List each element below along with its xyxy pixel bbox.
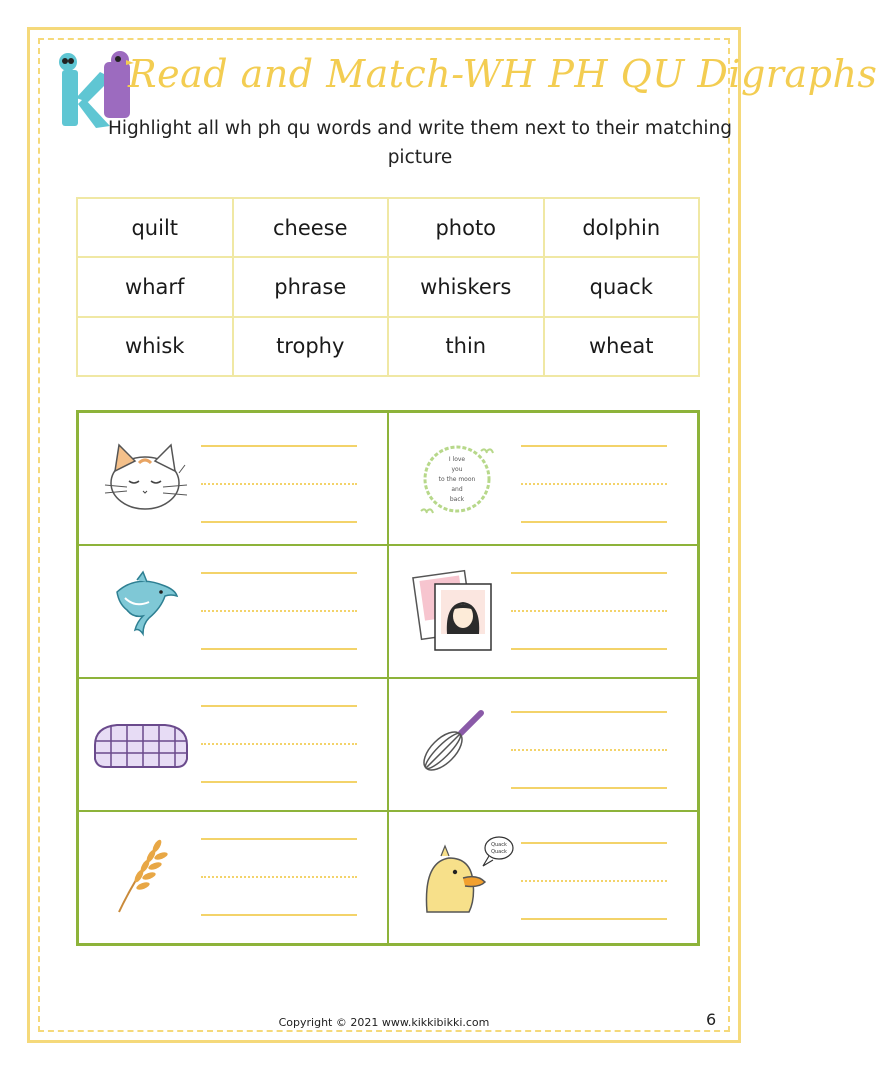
word-cell: cheese <box>233 198 389 257</box>
whisk-icon <box>417 707 487 777</box>
word-row <box>77 317 699 376</box>
word-cell: quack <box>544 257 700 316</box>
word-row <box>77 257 699 316</box>
match-cell-quack <box>388 811 698 944</box>
word-cell: trophy <box>233 317 389 376</box>
phrase-text-line: back <box>449 496 465 503</box>
answer-lines[interactable] <box>521 443 667 523</box>
answer-lines[interactable] <box>511 576 667 656</box>
word-cell: wheat <box>544 317 700 376</box>
answer-lines[interactable] <box>521 842 667 922</box>
word-row <box>77 198 699 257</box>
quilt-icon <box>91 719 191 769</box>
answer-lines[interactable] <box>201 443 357 523</box>
answer-lines[interactable] <box>511 709 667 789</box>
duck-icon <box>419 834 515 914</box>
word-cell: photo <box>388 198 544 257</box>
phrase-text-line: I love <box>448 456 466 463</box>
match-cell-whisk <box>388 678 698 811</box>
word-bank-table <box>76 197 700 377</box>
match-cell-phrase <box>388 412 698 545</box>
word-cell: wharf <box>77 257 233 316</box>
word-cell: whisk <box>77 317 233 376</box>
match-cell-photo <box>388 545 698 678</box>
phrase-bubble-icon <box>417 441 499 521</box>
cat-face-icon <box>99 441 195 513</box>
picture-match-grid <box>76 410 700 946</box>
word-cell: phrase <box>233 257 389 316</box>
dolphin-icon <box>107 570 183 650</box>
answer-lines[interactable] <box>201 709 357 789</box>
word-cell: thin <box>388 317 544 376</box>
answer-lines[interactable] <box>201 842 357 922</box>
match-cell-wheat <box>78 811 388 944</box>
phrase-text-line: you <box>451 466 463 473</box>
instructions-text: Highlight all wh ph qu words and write them next to their matching picture <box>107 118 733 168</box>
word-cell: dolphin <box>544 198 700 257</box>
answer-lines[interactable] <box>201 576 357 656</box>
duck-speech-text: Quack <box>491 842 507 848</box>
photo-icon <box>413 568 493 654</box>
match-cell-dolphin <box>78 545 388 678</box>
duck-speech-text: Quack <box>491 849 507 855</box>
match-cell-quilt <box>78 678 388 811</box>
wheat-icon <box>113 836 169 916</box>
match-cell-whiskers <box>78 412 388 545</box>
word-cell: whiskers <box>388 257 544 316</box>
worksheet-title: Read and Match-WH PH QU Digraphs <box>128 52 877 96</box>
phrase-text-line: and <box>451 486 463 493</box>
phrase-text-line: to the moon <box>438 476 476 483</box>
page-number: 6 <box>706 1010 717 1029</box>
copyright-notice: Copyright © 2021 www.kikkibikki.com <box>278 1016 490 1029</box>
word-cell: quilt <box>77 198 233 257</box>
